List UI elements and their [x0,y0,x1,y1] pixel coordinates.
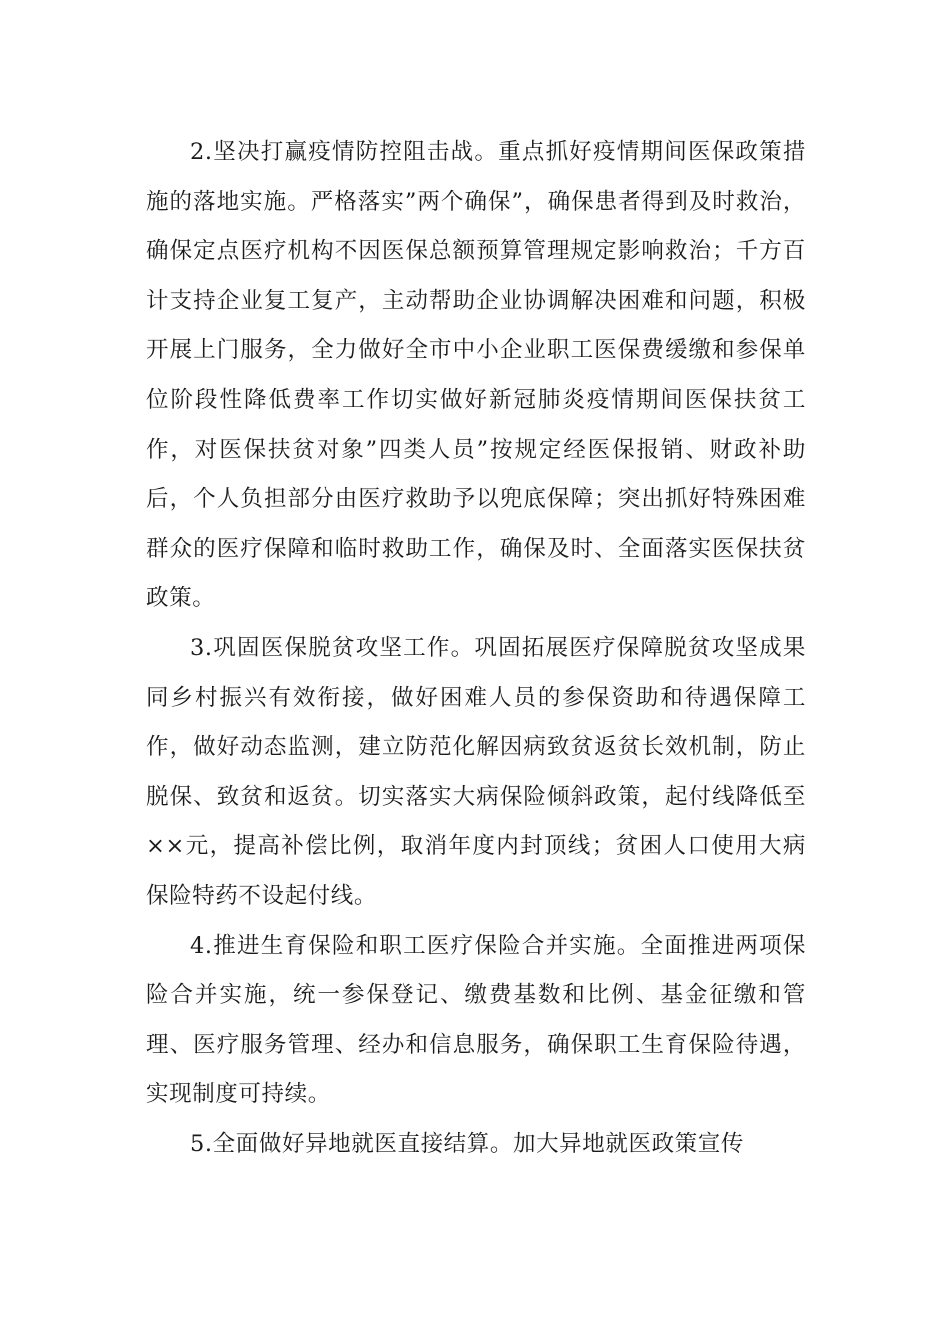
paragraph-epidemic-control: 2.坚决打赢疫情防控阻击战。重点抓好疫情期间医保政策措施的落地实施。严格落实”两个确保”，确保患者得到及时救治，确保定点医疗机构不因医保总额预算管理规定影响救治；千方百计支持企业复工复产，主动帮助企业协调解决困难和问题，积极开展上门服务，全力做好全市中小企业职工医保费缓缴和参保单位阶段性降低费率工作切实做好新冠肺炎疫情期间医保扶贫工作，对医保扶贫对象”四类人员”按规定经医保报销、财政补助后，个人负担部分由医疗救助予以兜底保障；突出抓好特殊困难群众的医疗保障和临时救助工作，确保及时、全面落实医保扶贫政策。 [146,139,806,612]
paragraph-remote-medical-settlement: 5.全面做好异地就医直接结算。加大异地就医政策宣传 [190,1130,744,1157]
paragraph-maternity-insurance-merge: 4.推进生育保险和职工医疗保险合并实施。全面推进两项保险合并实施，统一参保登记、缴费基数和比例、基金征缴和管理、医疗服务管理、经办和信息服务，确保职工生育保险待遇，实现制度可持续。 [146,932,806,1108]
document-body [146,128,806,1169]
paragraph-poverty-alleviation: 3.巩固医保脱贫攻坚工作。巩固拓展医疗保障脱贫攻坚成果同乡村振兴有效衔接，做好困难人员的参保资助和待遇保障工作，做好动态监测，建立防范化解因病致贫返贫长效机制，防止脱保、致贫和返贫。切实落实大病保险倾斜政策，起付线降低至××元，提高补偿比例，取消年度内封顶线；贫困人口使用大病保险特药不设起付线。 [146,634,806,909]
